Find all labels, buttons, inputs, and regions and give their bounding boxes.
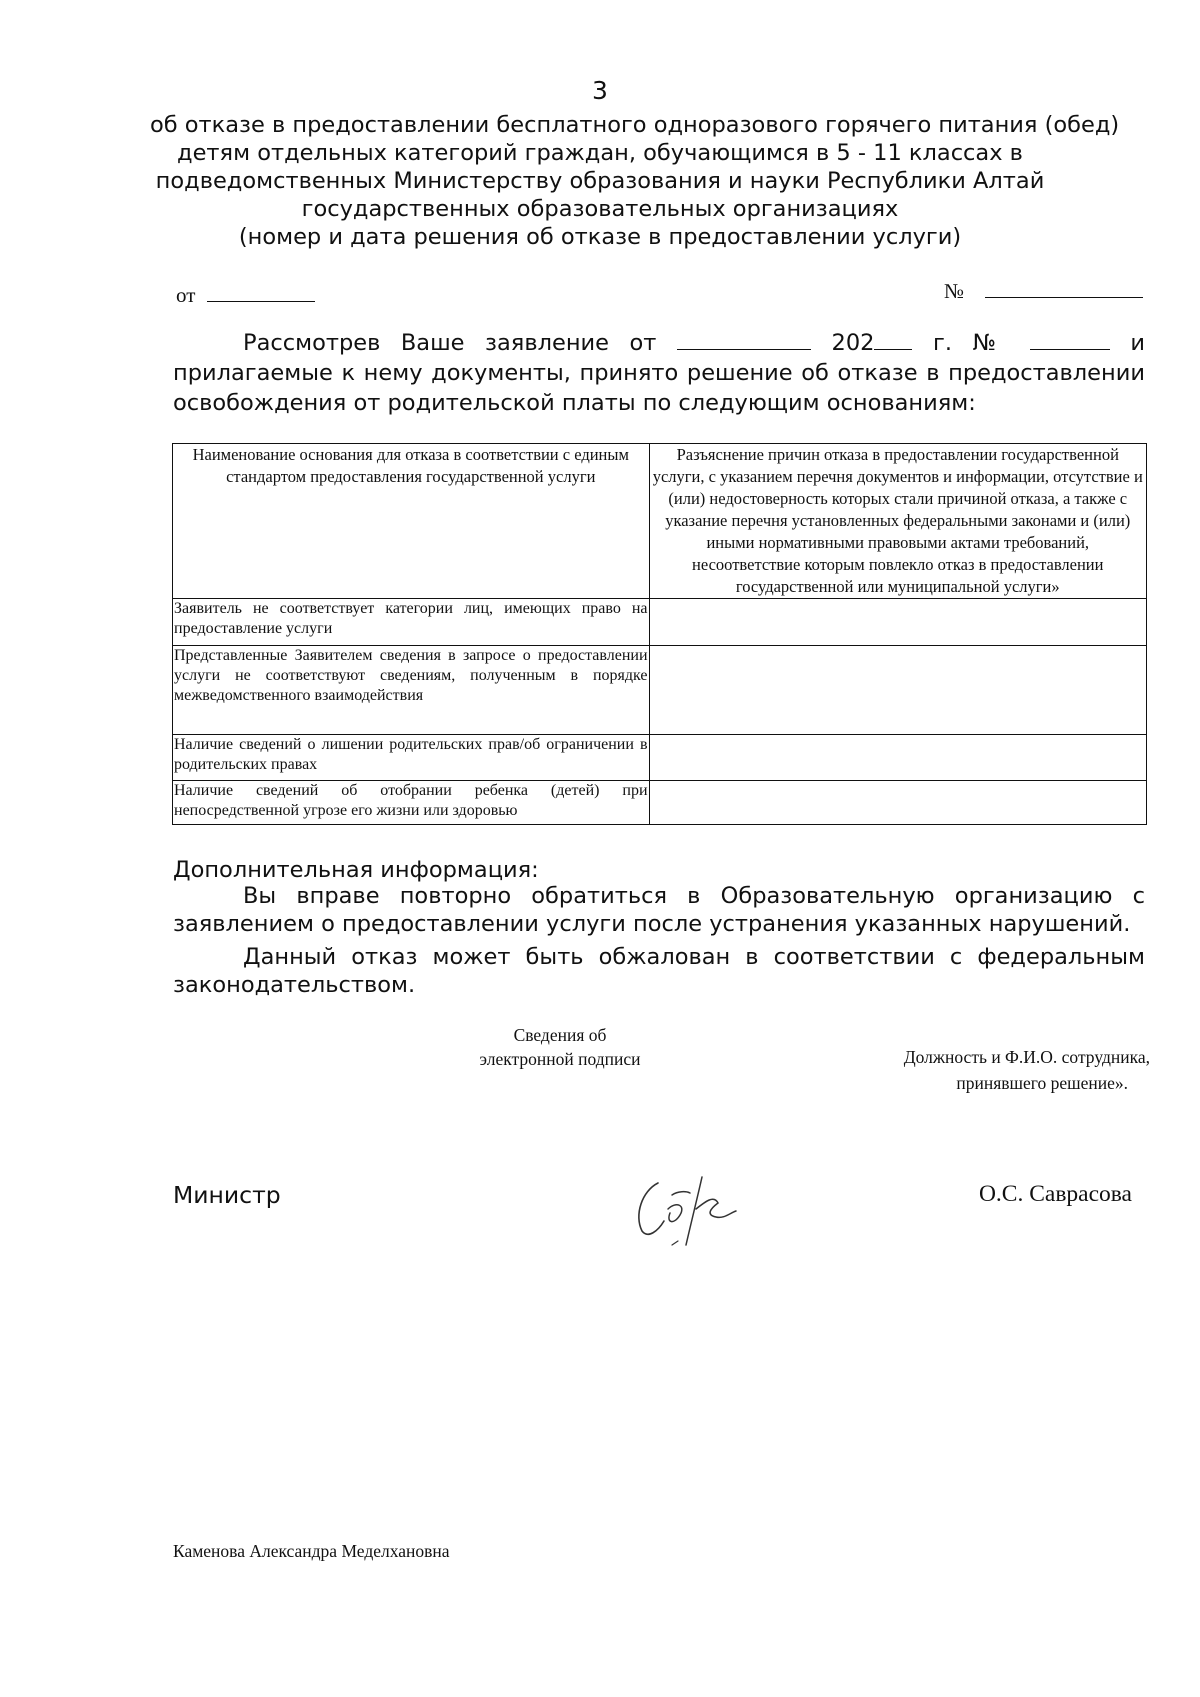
decision-date-line	[176, 281, 315, 308]
table-row	[173, 781, 1147, 825]
heading-line: об отказе в предоставлении бесплатного одноразового горячего питания (обед)	[150, 112, 1120, 138]
header-explanation: Разъяснение причин отказа в предоставлении государственной услуги, с указанием перечня документов и информации, отсутствие и (или) недостоверность которых стали причиной отказа, а также с указание перечня установленных федеральными законами и (или) иными нормативными правовыми актами требований, несоответствие которым повлекло отказ в предоставлении государственной или муниципальной услуги»	[652, 445, 1143, 596]
table-cell	[173, 781, 650, 825]
table-header-row	[173, 444, 1147, 599]
heading-line: детям отдельных категорий граждан, обучающимся в 5 - 11 классах в	[177, 140, 1023, 166]
table-row	[173, 599, 1147, 646]
table-cell	[649, 735, 1146, 781]
application-paragraph	[173, 328, 1145, 418]
page-number: 3	[592, 76, 608, 105]
reason-text: Наличие сведений о лишении родительских прав/об ограничении в родительских правах	[174, 736, 648, 773]
position-line: принявшего решение».	[956, 1073, 1128, 1093]
esign-line: электронной подписи	[479, 1049, 641, 1069]
date-blank	[207, 281, 315, 302]
table-cell	[649, 599, 1146, 646]
from-label: от	[176, 283, 196, 307]
paragraph-rest: и прилагаемые к нему документы, принято решение об отказе в предоставлении освобождения от родительской платы по следующим основаниям:	[173, 330, 1146, 416]
additional-info-body	[173, 882, 1145, 999]
executor-name: Каменова Александра Меделхановна	[173, 1541, 450, 1561]
application-date-blank	[677, 329, 811, 350]
position-line: Должность и Ф.И.О. сотрудника,	[903, 1047, 1150, 1067]
number-blank	[985, 277, 1143, 298]
year-prefix: 202	[831, 330, 875, 356]
year-blank	[874, 329, 912, 350]
reason-text: Наличие сведений об отобрании ребенка (детей) при непосредственной угрозе его жизни или здоровью	[174, 782, 648, 819]
reapply-paragraph: Вы вправе повторно обратиться в Образовательную организацию с заявлением о предоставлении услуги после устранения указанных нарушений.	[173, 883, 1145, 937]
table-cell	[173, 735, 650, 781]
table-cell	[173, 599, 650, 646]
table-row	[173, 646, 1147, 735]
table-header-cell	[649, 444, 1146, 599]
appeal-paragraph: Данный отказ может быть обжалован в соответствии с федеральным законодательством.	[173, 944, 1145, 998]
employee-position	[820, 1044, 1150, 1096]
heading-line: подведомственных Министерству образования и науки Республики Алтай	[155, 168, 1045, 194]
table-cell	[649, 646, 1146, 735]
minister-name: О.С. Саврасова	[978, 1181, 1132, 1207]
document-heading	[150, 111, 1120, 251]
header-basis: Наименование основания для отказа в соответствии с единым стандартом предоставления государственной услуги	[192, 445, 629, 486]
electronic-signature-info	[400, 1023, 720, 1071]
refusal-reasons-table	[172, 443, 1147, 825]
reason-text: Заявитель не соответствует категории лиц, имеющих право на предоставление услуги	[174, 600, 648, 637]
number-label: №	[944, 279, 965, 303]
esign-line: Сведения об	[513, 1025, 607, 1045]
table-header-cell	[173, 444, 650, 599]
paragraph-start: Рассмотрев Ваше заявление от	[243, 330, 657, 356]
table-row	[173, 735, 1147, 781]
decision-number-line	[944, 277, 1143, 304]
reason-text: Представленные Заявителем сведения в запросе о предоставлении услуги не соответствуют сведениям, полученным в порядке межведомственного взаимодействия	[174, 647, 648, 704]
heading-line: (номер и дата решения об отказе в предоставлении услуги)	[238, 224, 962, 250]
additional-info-label: Дополнительная информация:	[173, 857, 539, 883]
heading-line: государственных образовательных организациях	[301, 196, 899, 222]
table-cell	[173, 646, 650, 735]
number-prefix: г. №	[933, 330, 1010, 356]
minister-title: Министр	[173, 1181, 281, 1209]
application-number-blank	[1030, 329, 1110, 350]
handwritten-signature	[620, 1165, 770, 1255]
table-cell	[649, 781, 1146, 825]
